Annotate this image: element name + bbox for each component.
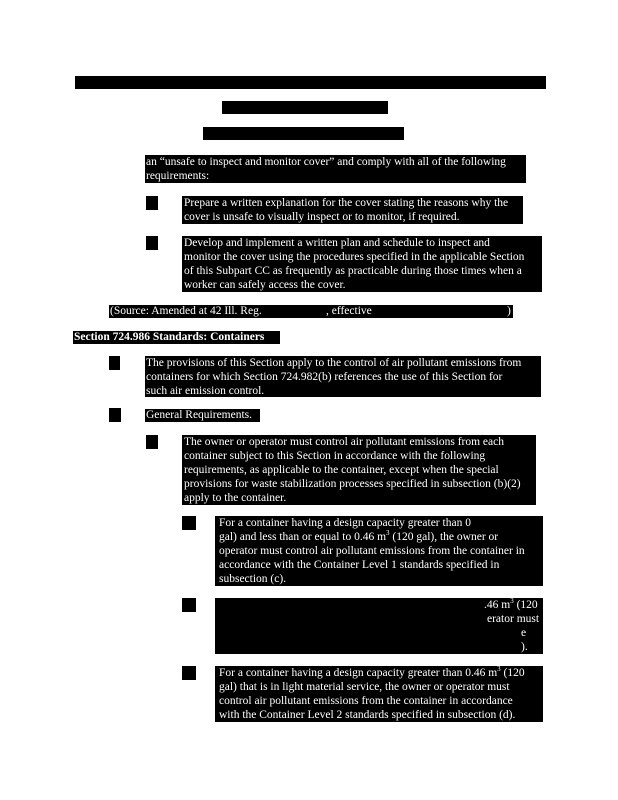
source-text: (Source: Amended at 42 Ill. Reg.: [110, 305, 262, 317]
item-1-label: 1): [147, 197, 157, 209]
bC-sup: 3: [497, 665, 501, 674]
item-2-line-1: Develop and implement a written plan and schedule to inspect and: [184, 237, 490, 249]
bB-frag-1a: .46 m: [484, 599, 511, 611]
bA-line-2b: (120 gal), the owner or: [389, 531, 499, 543]
bA-line-4: accordance with the Container Level 1 standards specified in: [219, 559, 500, 571]
source-effective: , effective: [326, 305, 372, 317]
b1-line-2: container subject to this Section in accordance with the following: [184, 450, 486, 462]
bA-line-2: [219, 530, 498, 544]
item-2-line-2: monitor the cover using the procedures specified in the applicable Section: [184, 251, 525, 263]
subsection-b-line-1: General Requirements.: [146, 409, 253, 421]
bC-line-1: [219, 666, 525, 680]
subsection-b-label: b): [110, 409, 120, 421]
intro-line-2: requirements:: [146, 170, 210, 182]
source-close: ): [507, 305, 511, 317]
b1-line-3: requirements, as applicable to the container, except when the special: [184, 464, 499, 476]
header-register: ILLINOIS REGISTER: [252, 76, 359, 88]
subsection-a-line-2: containers for which Section 724.982(b) references the use of this Section for: [146, 371, 503, 383]
bA-line-3: operator must control air pollutant emissions from the container in: [219, 545, 525, 557]
bB-frag-1: [484, 598, 538, 612]
bC-line-2: gal) that is in light material service, the owner or operator must: [219, 681, 510, 693]
item-2-line-4: worker can safely access the cover.: [184, 279, 346, 291]
b1-line-1: The owner or operator must control air pollutant emissions from each: [184, 436, 504, 448]
bB-frag-3: e: [521, 627, 527, 639]
bB-sup: 3: [510, 597, 514, 606]
b1-label: 1): [147, 436, 157, 448]
source-redaction-1: [285, 306, 325, 317]
bC-label: C): [183, 667, 195, 679]
bB-frag-2: erator must: [487, 613, 540, 625]
bA-label: A): [183, 517, 196, 529]
bA-line-5: subsection (c).: [219, 573, 287, 585]
bA-line-1: For a container having a design capacity greater than 0: [219, 517, 471, 529]
b1-line-4: provisions for waste stabilization processes specified in subsection (b)(2): [184, 478, 521, 490]
item-1-line-2: cover is unsafe to visually inspect or to monitor, if required.: [184, 211, 460, 223]
bB-label: B): [183, 599, 195, 611]
item-2-line-3: of this Subpart CC as frequently as practicable during those times when a: [184, 265, 522, 277]
item-1-line-1: Prepare a written explanation for the cover stating the reasons why the: [184, 197, 509, 209]
item-2-label: 2): [147, 237, 157, 249]
header-notice: NOTICE OF ADOPTED AMENDMENTS: [204, 127, 404, 139]
bC-line-3: control air pollutant emissions from the container in accordance: [219, 695, 513, 707]
subsection-a-label: a): [110, 357, 119, 369]
bB-frag-1b: (120: [513, 599, 538, 611]
bC-line-1a: For a container having a design capacity greater than 0.46 m: [219, 667, 498, 679]
bC-line-4: with the Container Level 2 standards specified in subsection (d).: [219, 709, 516, 721]
bC-line-1b: (120: [500, 667, 525, 679]
subsection-a-line-1: The provisions of this Section apply to the control of air pollutant emissions from: [146, 357, 522, 369]
subsection-a-line-3: such air emission control.: [146, 385, 265, 397]
bA-line-2a: gal) and less than or equal to 0.46 m: [219, 531, 387, 543]
section-heading: Section 724.986 Standards: Containers: [74, 331, 265, 343]
bA-sup: 3: [386, 529, 390, 538]
b1-line-5: apply to the container.: [184, 492, 287, 504]
header-board: POLLUTION CONTROL BOARD: [223, 101, 388, 113]
intro-line-1: an “unsafe to inspect and monitor cover” and comply with all of the following: [146, 156, 506, 168]
bB-frag-4: ).: [521, 641, 528, 653]
